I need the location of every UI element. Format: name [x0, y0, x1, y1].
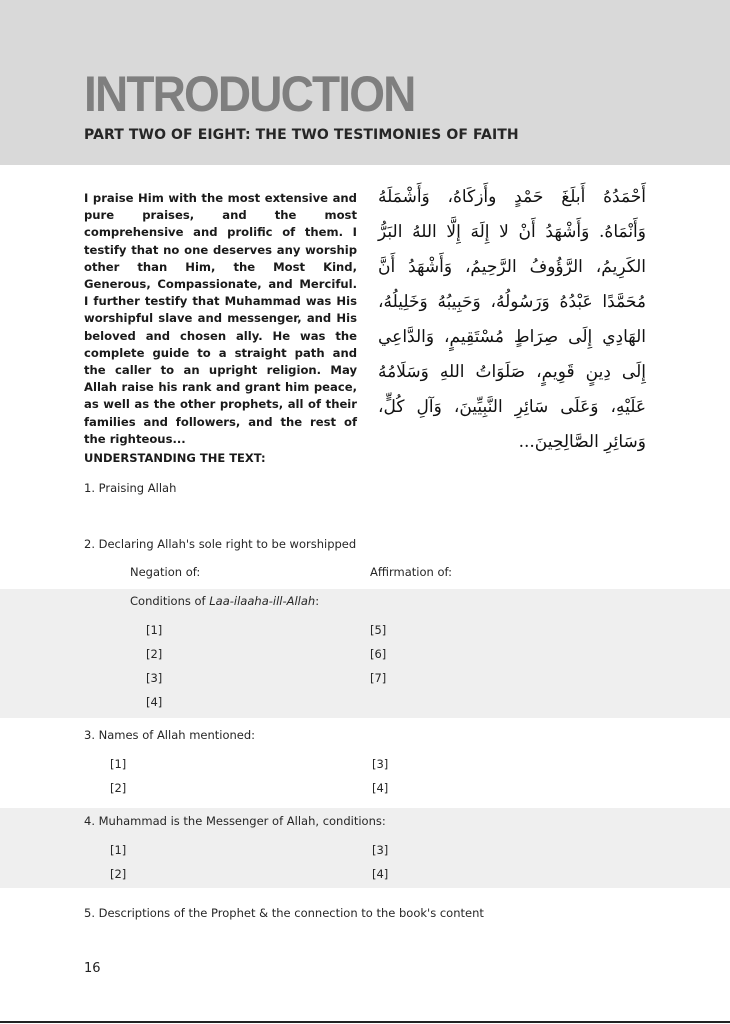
condition-item: [6] [370, 647, 387, 661]
intro-paragraph: I praise Him with the most extensive and pure praises, and the most comprehensive and prolific of them. I testify that no one deserves any worship other than Him, the Most Kind, Generous, Compassionate, and Merciful. I further testify that Muhammad was His worshipful slave and messenger, and His beloved and chosen ally. He was the complete guide to a straight path and the caller to an upright religion. May Allah raise his rank and grant him peace, as well as the other prophets, all of their families and followers, and the rest of the righteous... [84, 191, 357, 446]
footer-rule [0, 1021, 730, 1023]
messenger-item: [4] [372, 867, 389, 881]
section-1-label: 1. Praising Allah [84, 481, 177, 495]
section-2-label: 2. Declaring Allah's sole right to be worshipped [84, 537, 357, 551]
conditions-band [0, 589, 730, 718]
page-number: 16 [84, 961, 101, 976]
condition-item: [5] [370, 623, 387, 637]
messenger-item: [2] [110, 867, 127, 881]
section-5-label: 5. Descriptions of the Prophet & the connection to the book's content [84, 906, 484, 920]
section-4-label: 4. Muhammad is the Messenger of Allah, conditions: [84, 814, 386, 828]
page-title: INTRODUCTION [84, 66, 415, 122]
messenger-item: [1] [110, 843, 127, 857]
names-item: [1] [110, 757, 127, 771]
names-item: [4] [372, 781, 389, 795]
names-item: [3] [372, 757, 389, 771]
condition-item: [3] [146, 671, 163, 685]
conditions-label: Conditions of Laa-ilaaha-ill-Allah: [130, 594, 320, 608]
names-item: [2] [110, 781, 127, 795]
page-subtitle: PART TWO OF EIGHT: THE TWO TESTIMONIES OF FAITH [84, 127, 519, 143]
messenger-item: [3] [372, 843, 389, 857]
arabic-paragraph: أَحْمَدُهُ أَبلَغَ حَمْدٍ وأَزكَاهُ، وَأَشْمَلَهُ وَأَنْمَاهُ. وَأَشْهَدُ أَنْ لا إِلَهَ إِلَّا اللهُ البَرُّ الكَرِيمُ، الرَّؤُوفُ الرَّحِيمُ، وَأَشْهَدُ أَنَّ مُحَمَّدًا عَبْدُهُ وَرَسُولُهُ، وَحَبِيبُهُ وَخَلِيلُهُ، الهَادِي إِلَى صِرَاطٍ مُسْتَقِيمٍ، وَالدَّاعِي إِلَى دِينٍ قَوِيمٍ، صَلَوَاتُ اللهِ وَسَلَامُهُ عَلَيْهِ، وَعَلَى سَائِرِ النَّبِيِّينَ، وَآلِ كُلٍّ، وَسَائِرِ الصَّالِحِينَ... [378, 187, 646, 452]
condition-item: [2] [146, 647, 163, 661]
negation-label: Negation of: [130, 565, 201, 579]
condition-item: [4] [146, 695, 163, 709]
conditions-term: Laa-ilaaha-ill-Allah [209, 594, 316, 608]
understanding-heading: UNDERSTANDING THE TEXT: [84, 451, 266, 465]
affirmation-label: Affirmation of: [370, 565, 452, 579]
condition-item: [7] [370, 671, 387, 685]
section-3-label: 3. Names of Allah mentioned: [84, 728, 256, 742]
header-band [0, 0, 730, 165]
condition-item: [1] [146, 623, 163, 637]
